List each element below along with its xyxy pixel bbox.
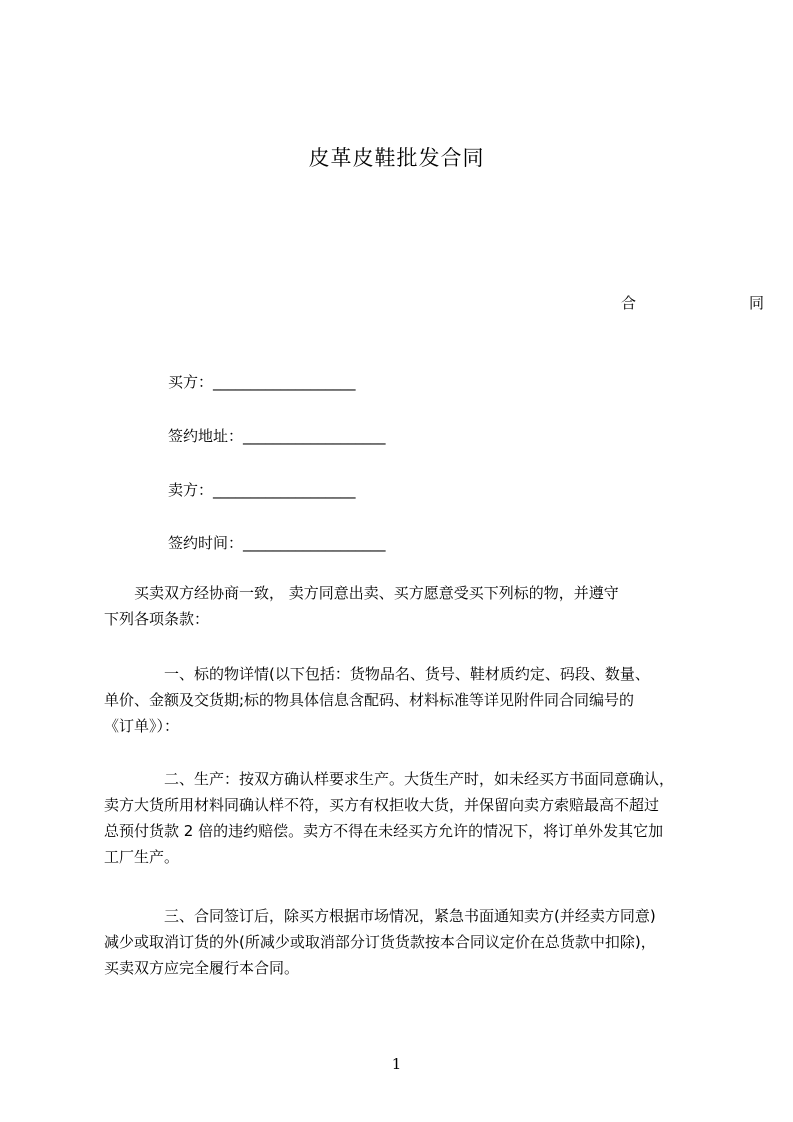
contract-number-label-left: 合 [621, 294, 637, 312]
signing-time-label: 签约时间： [168, 534, 244, 552]
signing-address-blank: ___________________ [243, 427, 386, 445]
paragraph-line: 三、合同签订后，除买方根据市场情况，紧急书面通知卖方(并经卖方同意) [104, 907, 656, 925]
seller-label: 卖方： [168, 481, 214, 499]
paragraph-line: 单价、金额及交货期;标的物具体信息含配码、材料标准等详见附件同合同编号的 [104, 691, 635, 709]
paragraph-line: 工厂生产。 [104, 848, 180, 866]
signing-address-field [168, 425, 386, 446]
paragraph-line: 买卖双方经协商一致， 卖方同意出卖、买方愿意受买下列标的物，并遵守 [104, 584, 619, 602]
document-title: 皮革皮鞋批发合同 [308, 146, 485, 170]
paragraph-line: 买卖双方应完全履行本合同。 [104, 959, 300, 977]
clause-one-paragraph [104, 661, 704, 739]
paragraph-line: 总预付货款 2 倍的违约赔偿。卖方不得在未经买方允许的情况下，将订单外发其它加 [104, 822, 664, 840]
paragraph-line: 减少或取消订货的外(所减少或取消部分订货货款按本合同议定价在总货款中扣除)， [104, 933, 656, 951]
signing-address-label: 签约地址： [168, 427, 244, 445]
seller-field [168, 479, 356, 500]
paragraph-line: 二、生产：按双方确认样要求生产。大货生产时，如未经买方书面同意确认， [104, 770, 675, 788]
page-number: 1 [391, 1055, 402, 1073]
seller-blank: ___________________ [213, 481, 356, 499]
paragraph-line: 卖方大货所用材料同确认样不符，买方有权拒收大货，并保留向卖方索赔最高不超过 [104, 796, 660, 814]
buyer-field [168, 371, 356, 392]
signing-time-blank: ___________________ [243, 534, 386, 552]
paragraph-line: 一、标的物详情(以下包括：货物品名、货号、鞋材质约定、码段、数量、 [104, 665, 650, 683]
signing-time-field [168, 532, 386, 553]
buyer-label: 买方： [168, 373, 214, 391]
clause-two-paragraph [104, 766, 704, 870]
buyer-blank: ___________________ [213, 373, 356, 391]
contract-number-label-right: 同 [749, 294, 765, 312]
clause-three-paragraph [104, 903, 704, 981]
paragraph-line: 下列各项条款： [104, 610, 210, 628]
intro-paragraph [104, 580, 704, 632]
paragraph-line: 《订单》）： [104, 717, 180, 735]
